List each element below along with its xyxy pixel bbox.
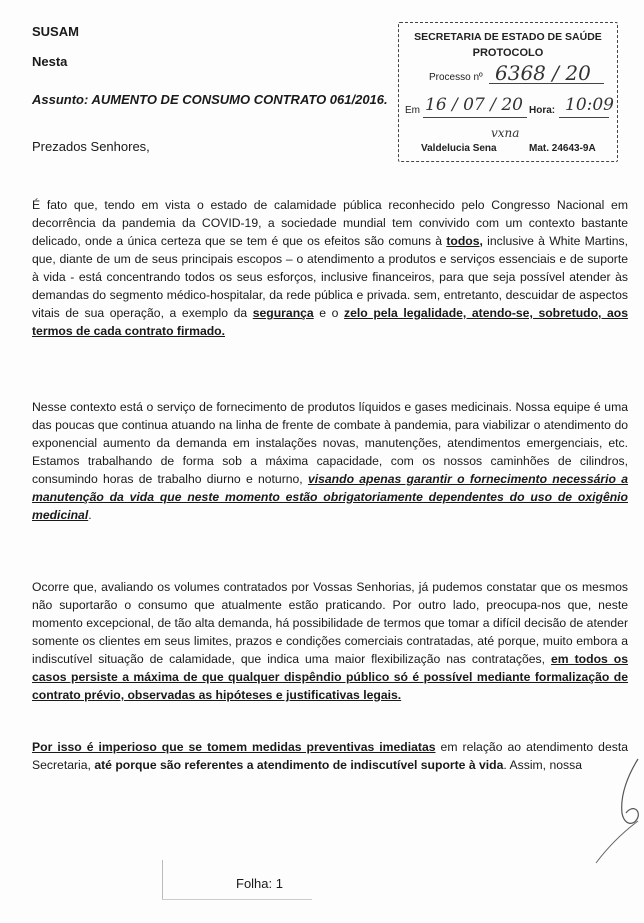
- subject: Assunto: AUMENTO DE CONSUMO CONTRATO 061/2016.: [32, 92, 388, 107]
- protocol-stamp: [398, 22, 618, 162]
- p1-text-c: inclusive à White Martins, que, diante de um de seus principais escopos – o atendimento a produtos e serviços essenciais e de suporte à vida - está concentrando todos os seus esforços, inclusive financeiros, para que seja possível atender às demandas do segmento médico-hospitalar, da rede pública e privada. sem, entretanto, descuidar de aspectos vitais de sua operação, a exemplo da: [32, 234, 628, 320]
- stamp-processo-label: Processo nº: [429, 72, 483, 83]
- p2-text-a: Nesse contexto está o serviço de fornecimento de produtos líquidos e gases medicinais. Nossa equipe é uma das poucas que continua atuando na linha de frente de combate à pandemia, para viabilizar o atendimento do exponencial aumento da demanda em instalações novas, manutenções, atendimentos emergenciais, etc. Estamos trabalhando de forma sob a máxima capacidade, com os nossos caminhões de cilindros, consumindo horas de trabalho diurno e noturno,: [32, 400, 628, 486]
- stamp-date-line: [423, 117, 527, 118]
- p4-text-b: em relação ao atendimento desta Secretaria,: [32, 740, 628, 772]
- stamp-mat: Mat. 24643-9A: [529, 143, 596, 154]
- stamp-hora-label: Hora:: [529, 105, 556, 116]
- p1-text-e: e o: [313, 306, 345, 320]
- stamp-initials: vxna: [491, 126, 520, 140]
- p1-emphasis-legalidade: zelo pela legalidade, atendo-se, sobretudo, aos termos de cada contrato firmado.: [32, 306, 629, 338]
- stamp-employee: Valdelucia Sena: [421, 143, 497, 154]
- page-number: Folha: 1: [236, 876, 283, 891]
- p4-emphasis-imperioso: Por isso é imperioso que se tomem medidas preventivas imediatas: [32, 740, 436, 754]
- p1-text-a: É fato que, tendo em vista o estado de calamidade pública reconhecido pelo Congresso Nacional em decorrência da pandemia da COVID-19, a sociedade mundial tem convivido com um contexto bastante delicado, onde a única certeza que se tem é que os efeitos são comuns à: [32, 198, 628, 248]
- stamp-processo-value: 6368 / 20: [495, 61, 591, 85]
- p1-emphasis-todos: todos,: [446, 234, 483, 248]
- stamp-protocolo: PROTOCOLO: [472, 47, 544, 59]
- stamp-hora-line: [559, 117, 609, 118]
- p3-emphasis: em todos os casos persiste a máxima de que qualquer dispêndio público só é possível mediante formalização de contrato prévio, observadas as hipóteses e justificativas legais.: [32, 652, 629, 702]
- p3-text-a: Ocorre que, avaliando os volumes contratados por Vossas Senhorias, já pudemos constatar que os mesmos não suportarão o consumo que atualmente estão praticando. Por outro lado, preocupa-nos que, neste momento excepcional, de tão alta demanda, há possibilidade de termos que tomar a difícil decisão de atender somente os clientes em seus limites, prazos e condições comerciais contratadas, até porque, muito embora a indiscutível situação de calamidade, que indica uma maior flexibilização nas contratações,: [32, 580, 628, 666]
- signature-mark: [594, 755, 644, 865]
- p1-emphasis-seguranca: segurança: [252, 306, 314, 320]
- paragraph-3: [32, 578, 628, 704]
- paragraph-1: [32, 196, 628, 340]
- stamp-em-label: Em: [405, 105, 420, 116]
- p4-emphasis-suporte: até porque são referentes a atendimento de indiscutível suporte à vida: [94, 758, 504, 772]
- greeting: Prezados Senhores,: [32, 139, 150, 154]
- footer-divider-horizontal: [162, 899, 312, 900]
- stamp-secretaria: SECRETARIA DE ESTADO DE SAÚDE: [414, 31, 602, 43]
- paragraph-4: [32, 738, 628, 774]
- recipient: SUSAM: [32, 24, 79, 39]
- stamp-date-value: 16 / 07 / 20: [425, 95, 523, 115]
- footer-divider-vertical: [162, 860, 163, 900]
- location: Nesta: [32, 54, 68, 69]
- paragraph-2: [32, 398, 628, 524]
- p2-emphasis: visando apenas garantir o fornecimento necessário a manutenção da vida que neste momento estão obrigatoriamente dependentes do uso de oxigênio medicinal: [32, 472, 628, 522]
- stamp-hora-value: 10:09: [565, 95, 614, 115]
- p4-text-d: . Assim, nossa: [503, 758, 582, 772]
- p2-text-c: .: [88, 508, 92, 522]
